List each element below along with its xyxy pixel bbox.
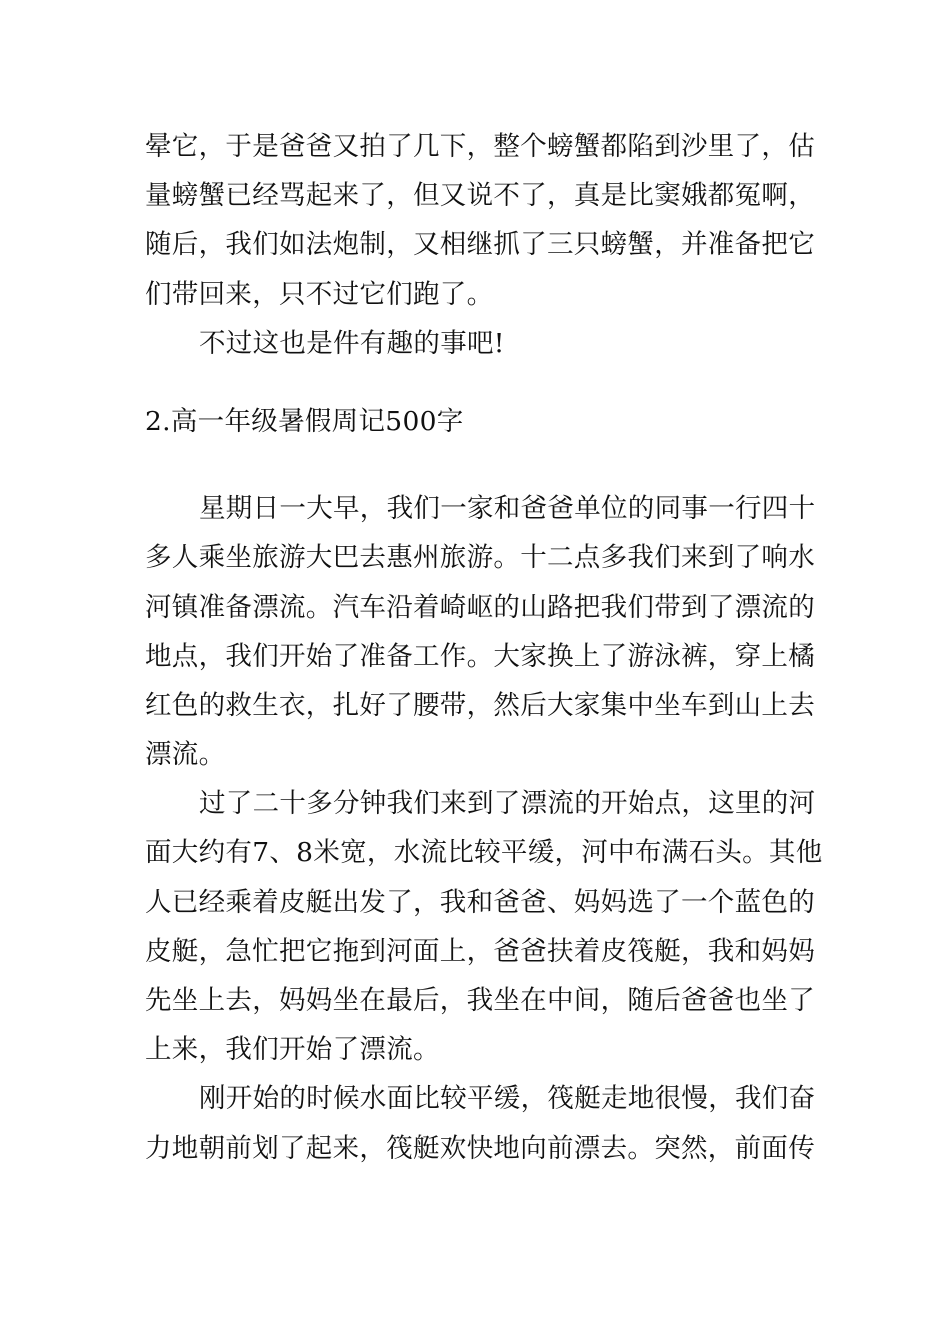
text-line: 地点，我们开始了准备工作。大家换上了游泳裤，穿上橘 bbox=[145, 640, 815, 672]
paragraph-continuation bbox=[145, 122, 815, 319]
text-line: 晕它，于是爸爸又拍了几下，整个螃蟹都陷到沙里了，估 bbox=[145, 131, 815, 162]
text-line: 随后，我们如法炮制，又相继抓了三只螃蟹，并准备把它 bbox=[145, 229, 815, 261]
spacer bbox=[145, 446, 810, 484]
paragraph bbox=[145, 484, 816, 779]
section-heading: 2.高一年级暑假周记500字 bbox=[145, 405, 464, 437]
document-body bbox=[145, 122, 823, 1173]
text-line: 面大约有7、8米宽，水流比较平缓，河中布满石头。其他 bbox=[145, 837, 823, 869]
text-line: 不过这也是件有趣的事吧! bbox=[199, 327, 505, 359]
text-line: 漂流。 bbox=[145, 739, 226, 771]
text-line: 红色的救生衣，扎好了腰带，然后大家集中坐车到山上去 bbox=[145, 689, 815, 721]
text-line: 力地朝前划了起来，筏艇欢快地向前漂去。突然，前面传 bbox=[145, 1132, 815, 1164]
text-line: 们带回来，只不过它们跑了。 bbox=[145, 278, 494, 310]
text-line: 过了二十多分钟我们来到了漂流的开始点，这里的河 bbox=[199, 788, 816, 820]
text-line: 上来，我们开始了漂流。 bbox=[145, 1034, 440, 1066]
paragraph bbox=[145, 779, 823, 1074]
text-line: 星期日一大早，我们一家和爸爸单位的同事一行四十 bbox=[199, 493, 816, 525]
paragraph bbox=[145, 1074, 816, 1172]
text-line: 多人乘坐旅游大巴去惠州旅游。十二点多我们来到了响水 bbox=[145, 542, 815, 574]
text-line: 量螃蟹已经骂起来了，但又说不了，真是比窦娥都冤啊， bbox=[145, 180, 815, 212]
text-line: 先坐上去，妈妈坐在最后，我坐在中间，随后爸爸也坐了 bbox=[145, 985, 815, 1016]
text-line: 刚开始的时候水面比较平缓，筏艇走地很慢，我们奋 bbox=[199, 1083, 816, 1115]
text-line: 皮艇，急忙把它拖到河面上，爸爸扶着皮筏艇，我和妈妈 bbox=[145, 935, 815, 967]
text-line: 河镇准备漂流。汽车沿着崎岖的山路把我们带到了漂流的 bbox=[145, 591, 815, 623]
paragraph-closing bbox=[145, 319, 810, 368]
text-line: 人已经乘着皮艇出发了，我和爸爸、妈妈选了一个蓝色的 bbox=[145, 886, 815, 918]
spacer bbox=[145, 368, 810, 397]
